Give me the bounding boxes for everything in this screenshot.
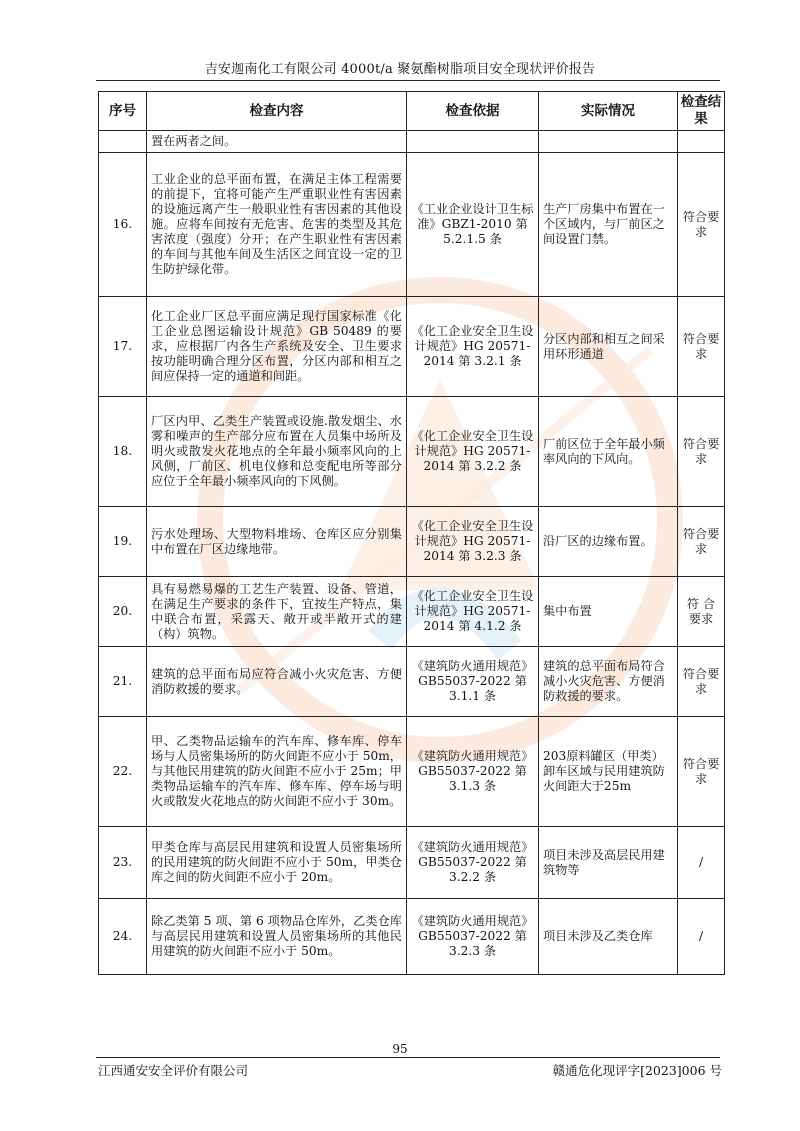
row-basis: 《化工企业安全卫生设计规范》HG 20571-2014 第 3.2.1 条 [407,297,539,397]
row-content: 甲类仓库与高层民用建筑和设置人员密集场所的民用建筑的防火间距不应小于 50m，甲类仓库之间的防火间距不应小于 20m。 [147,827,407,899]
row-actual: 203原料罐区（甲类）卸车区域与民用建筑防火间距大于25m [539,717,678,827]
row-actual: 生产厂房集中布置在一个区域内，与厂前区之间设置门禁。 [539,153,678,297]
row-number: 20. [99,577,147,647]
table-row [99,131,725,153]
row-content: 建筑的总平面布局应符合减小火灾危害、方便消防救援的要求。 [147,647,407,717]
row-basis: 《工业企业设计卫生标准》GBZ1-2010 第 5.2.1.5 条 [407,153,539,297]
column-header-actual: 实际情况 [539,92,678,131]
table-row [99,827,725,899]
page-number: 95 [392,1042,408,1056]
row-result: / [678,899,725,975]
row-actual: 项目未涉及乙类仓库 [539,899,678,975]
row-basis: 《化工企业安全卫生设计规范》HG 20571-2014 第 4.1.2 条 [407,577,539,647]
row-actual: 项目未涉及高层民用建筑物等 [539,827,678,899]
row-number: 18. [99,397,147,507]
row-content: 置在两者之间。 [147,131,407,153]
row-number [99,131,147,153]
footer-doc-number: 赣通危化现评字[2023]006 号 [552,1063,722,1078]
row-number: 22. [99,717,147,827]
table-row [99,153,725,297]
table-row [99,717,725,827]
inspection-table [98,91,725,975]
row-content: 甲、乙类物品运输车的汽车库、修车库、停车场与人员密集场所的防火间距不应小于 50m，与其他民用建筑的防火间距不应小于 25m；甲类物品运输车的汽车库、修车库、停车场与明火或散发火花地点的防火间距不应小于 30m。 [147,717,407,827]
row-result: 符合要求 [678,507,725,577]
row-basis: 《建筑防火通用规范》GB55037-2022 第 3.2.3 条 [407,899,539,975]
row-number: 24. [99,899,147,975]
row-result: 符合要求 [678,153,725,297]
row-content: 厂区内甲、乙类生产装置或设施.散发烟尘、水雾和噪声的生产部分应布置在人员集中场所及明火或散发火花地点的全年最小频率风向的上风侧，厂前区、机电仪修和总变配电所等部分应位于全年最小频率风向的下风侧。 [147,397,407,507]
table-row [99,899,725,975]
row-number: 19. [99,507,147,577]
row-content: 除乙类第 5 项、第 6 项物品仓库外，乙类仓库与高层民用建筑和设置人员密集场所的其他民用建筑的防火间距不应小于 50m。 [147,899,407,975]
row-content: 污水处理场、大型物料堆场、仓库区应分别集中布置在厂区边缘地带。 [147,507,407,577]
table-row [99,507,725,577]
row-basis: 《建筑防火通用规范》GB55037-2022 第 3.2.2 条 [407,827,539,899]
row-result: 符合要求 [678,397,725,507]
row-content: 化工企业厂区总平面应满足现行国家标准《化工企业总图运输设计规范》GB 50489 的要求，应根据厂内各生产系统及安全、卫生要求按功能明确合理分区布置，分区内部和相互之间应保持一定的通道和间距。 [147,297,407,397]
row-actual [539,131,678,153]
row-result: 符合要求 [678,297,725,397]
row-actual: 集中布置 [539,577,678,647]
row-number: 21. [99,647,147,717]
row-content: 工业企业的总平面布置，在满足主体工程需要的前提下，宜将可能产生严重职业性有害因素的设施远离产生一般职业性有害因素的其他设施。应将车间按有无危害、危害的类型及其危害浓度（强度）分开；在产生职业性有害因素的车间与其他车间及生活区之间宜设一定的卫生防护绿化带。 [147,153,407,297]
footer-company: 江西通安安全评价有限公司 [98,1063,249,1078]
row-number: 17. [99,297,147,397]
table-row [99,297,725,397]
row-result: 符合要求 [678,717,725,827]
page-header-title: 吉安迦南化工有限公司 4000t/a 聚氨酯树脂项目安全现状评价报告 [204,62,596,77]
row-actual: 厂前区位于全年最小频率风向的下风向。 [539,397,678,507]
table-row [99,647,725,717]
column-header-content: 检查内容 [147,92,407,131]
row-basis: 《化工企业安全卫生设计规范》HG 20571-2014 第 3.2.2 条 [407,397,539,507]
column-header-result: 检查结果 [678,92,725,131]
table-row [99,577,725,647]
row-result [678,131,725,153]
column-header-basis: 检查依据 [407,92,539,131]
row-basis [407,131,539,153]
column-header-no: 序号 [99,92,147,131]
row-result: 符合要求 [678,647,725,717]
row-number: 16. [99,153,147,297]
row-result: 符 合要求 [678,577,725,647]
footer-rule [96,1057,720,1058]
row-actual: 建筑的总平面布局符合减小火灾危害、方便消防救援的要求。 [539,647,678,717]
row-actual: 沿厂区的边缘布置。 [539,507,678,577]
row-number: 23. [99,827,147,899]
row-basis: 《建筑防火通用规范》GB55037-2022 第 3.1.3 条 [407,717,539,827]
row-content: 具有易燃易爆的工艺生产装置、设备、管道，在满足生产要求的条件下，宜按生产特点，集中联合布置，采露天、敞开或半敞开式的建（构）筑物。 [147,577,407,647]
row-basis: 《建筑防火通用规范》GB55037-2022 第 3.1.1 条 [407,647,539,717]
row-result: / [678,827,725,899]
row-actual: 分区内部和相互之间采用环形通道 [539,297,678,397]
table-row [99,397,725,507]
table-header-row [99,92,725,131]
row-basis: 《化工企业安全卫生设计规范》HG 20571-2014 第 3.2.3 条 [407,507,539,577]
header-rule [96,80,720,81]
